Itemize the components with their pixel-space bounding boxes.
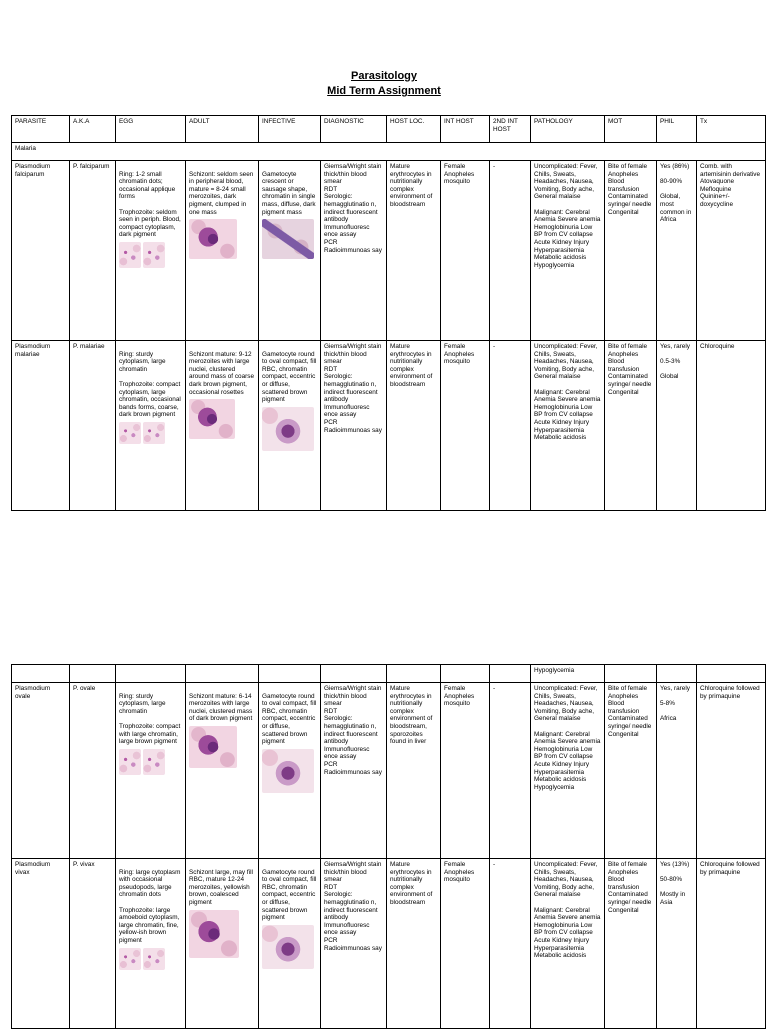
- ring-stage-image: [119, 422, 141, 444]
- ring-stage-image: [119, 948, 141, 970]
- cell-infective-text: Gametocyte round to oval compact, fill RBC, chromatin compact, eccentric or diffuse, scattered brown pigment: [262, 868, 317, 922]
- cell-infective: [259, 161, 321, 341]
- cell-phil: Yes, rarely 0.5-3% Global: [657, 341, 697, 511]
- header-phil: PHIL: [657, 116, 697, 143]
- table-header-row: [12, 116, 766, 143]
- cell-adult-text: Schizont large, may fill RBC, mature 12-24 merozoites, yellowish brown, coalesced pigment: [189, 868, 253, 906]
- cell-egg-text: Ring: 1-2 small chromatin dots; occasional applique forms Trophozoite: seldom seen in periph. Blood, compact cytoplasm, dark pigment: [119, 170, 181, 239]
- gametocyte-image: [262, 219, 314, 259]
- cell-host-loc: Mature erythrocytes in nutritionally complex environment of bloodstream: [387, 341, 441, 511]
- document-subtitle: Mid Term Assignment: [327, 85, 441, 97]
- trophozoite-image: [143, 749, 165, 775]
- cell-infective-text: Gametocyte crescent or sausage shape, chromatin in single mass, diffuse, dark pigment mass: [262, 170, 316, 216]
- cell-mot: Bite of female Anopheles Blood transfusion Contaminated syringe/ needle Congenital: [605, 341, 657, 511]
- cell-infective-text: Gametocyte round to oval compact, fill RBC, chromatin compact, eccentric or diffuse, scattered brown pigment: [262, 350, 317, 404]
- egg-images: [119, 749, 182, 775]
- cell-mot: Bite of female Anopheles Blood transfusion Contaminated syringe/ needle Congenital: [605, 161, 657, 341]
- cell-mot: Bite of female Anopheles Blood transfusion Contaminated syringe/ needle Congenital: [605, 859, 657, 1029]
- cell-phil: Yes, rarely 5-8% Africa: [657, 683, 697, 859]
- trophozoite-image: [143, 948, 165, 970]
- header-infective: INFECTIVE: [259, 116, 321, 143]
- cell-int-host: Female Anopheles mosquito: [441, 341, 490, 511]
- cell-mot: Bite of female Anopheles Blood transfusion Contaminated syringe/ needle Congenital: [605, 683, 657, 859]
- cell-2nd-int-host: -: [490, 161, 531, 341]
- cell-parasite: Plasmodium vivax: [12, 859, 70, 1029]
- header-mot: MOT: [605, 116, 657, 143]
- schizont-image: [189, 726, 237, 768]
- cell-diagnostic: Giemsa/Wright stain thick/thin blood smear RDT Serologic: hemagglutinatio n, indirect fluorescent antibody Immunofluoresc ence assay PCR Radioimmunoas say: [321, 161, 387, 341]
- cell-2nd-int-host: -: [490, 341, 531, 511]
- cell-pathology: Uncomplicated: Fever, Chills, Sweats, Headaches, Nausea, Vomiting, Body ache, General malaise Malignant: Cerebral Anemia Severe anemia Hemoglobinuria Low BP from CV collapse Acute Kidney Injury Hyperparasitemia Metabolic acidosis Hypoglycemia: [531, 161, 605, 341]
- cell-parasite: Plasmodium malariae: [12, 341, 70, 511]
- header-int-host: INT HOST: [441, 116, 490, 143]
- cell-int-host: Female Anopheles mosquito: [441, 859, 490, 1029]
- cell-tx: Chloroquine followed by primaquine: [697, 683, 766, 859]
- cell-host-loc: Mature erythrocytes in nutritionally complex environment of bloodstream: [387, 859, 441, 1029]
- trophozoite-image: [143, 422, 165, 444]
- gametocyte-image: [262, 407, 314, 451]
- cell-adult-text: Schizont mature: 9-12 merozoites with large nuclei, clustered around mass of coarse dark brown pigment, occasional rosettes: [189, 350, 255, 396]
- cell-parasite: Plasmodium falciparum: [12, 161, 70, 341]
- cell-aka: P. ovale: [70, 683, 116, 859]
- continuation-row: [12, 665, 766, 683]
- table-row: [12, 859, 766, 1029]
- cell-infective-text: Gametocyte round to oval compact, fill RBC, chromatin compact, eccentric or diffuse, scattered brown pigment: [262, 692, 317, 746]
- cell-pathology-continued: Hypoglycemia: [531, 665, 605, 683]
- cell-aka: P. malariae: [70, 341, 116, 511]
- header-diagnostic: DIAGNOSTIC: [321, 116, 387, 143]
- cell-int-host: Female Anopheles mosquito: [441, 683, 490, 859]
- cell-int-host: Female Anopheles mosquito: [441, 161, 490, 341]
- cell-pathology: Uncomplicated: Fever, Chills, Sweats, Headaches, Nausea, Vomiting, Body ache, General malaise Malignant: Cerebral Anemia Severe anemia Hemoglobinuria Low BP from CV collapse Acute Kidney Injury Hyperparasitemia Metabolic acidosis: [531, 859, 605, 1029]
- parasite-table-page-1: [11, 115, 766, 511]
- section-row-malaria: [12, 143, 766, 161]
- header-2nd-int-host: 2ND INT HOST: [490, 116, 531, 143]
- cell-adult-text: Schizont mature: 6-14 merozoites with large nuclei, clustered mass of dark brown pigment: [189, 692, 253, 723]
- gametocyte-image: [262, 749, 314, 793]
- cell-egg-text: Ring: large cytoplasm with occasional pseudopods, large chromatin dots Trophozoite: large amoeboid cytoplasm, large chromatin, fine, yellow-ish brown pigment: [119, 868, 181, 944]
- egg-images: [119, 242, 182, 268]
- ring-stage-image: [119, 242, 141, 268]
- cell-2nd-int-host: -: [490, 859, 531, 1029]
- cell-aka: P. falciparum: [70, 161, 116, 341]
- header-adult: ADULT: [186, 116, 259, 143]
- cell-adult-text: Schizont: seldom seen in peripheral blood, mature = 8-24 small merozoites, dark pigment, clumped in one mass: [189, 170, 254, 216]
- header-parasite: PARASITE: [12, 116, 70, 143]
- schizont-image: [189, 910, 239, 958]
- cell-egg: [116, 161, 186, 341]
- cell-egg: [116, 341, 186, 511]
- cell-adult: [186, 161, 259, 341]
- parasite-table-page-2: [11, 664, 766, 1029]
- egg-images: [119, 948, 182, 970]
- trophozoite-image: [143, 242, 165, 268]
- cell-infective: [259, 683, 321, 859]
- cell-adult: [186, 341, 259, 511]
- cell-diagnostic: Giemsa/Wright stain thick/thin blood smear RDT Serologic: hemagglutinatio n, indirect fluorescent antibody Immunofluoresc ence assay PCR Radioimmunoas say: [321, 683, 387, 859]
- cell-aka: P. vivax: [70, 859, 116, 1029]
- header-egg: EGG: [116, 116, 186, 143]
- cell-diagnostic: Giemsa/Wright stain thick/thin blood smear RDT Serologic: hemagglutinatio n, indirect fluorescent antibody Immunofluoresc ence assay PCR Radioimmunoas say: [321, 859, 387, 1029]
- table-row: [12, 341, 766, 511]
- section-label: Malaria: [12, 143, 766, 161]
- table-row: [12, 683, 766, 859]
- cell-parasite: Plasmodium ovale: [12, 683, 70, 859]
- schizont-image: [189, 399, 235, 439]
- cell-pathology: Uncomplicated: Fever, Chills, Sweats, Headaches, Nausea, Vomiting, Body ache, General malaise Malignant: Cerebral Anemia Severe anemia Hemoglobinuria Low BP from CV collapse Acute Kidney Injury Hyperparasitemia Metabolic acidosis: [531, 341, 605, 511]
- gametocyte-image: [262, 925, 314, 969]
- header-pathology: PATHOLOGY: [531, 116, 605, 143]
- header-tx: Tx: [697, 116, 766, 143]
- cell-tx: Chloroquine followed by primaquine: [697, 859, 766, 1029]
- header-aka: A.K.A: [70, 116, 116, 143]
- cell-infective: [259, 341, 321, 511]
- ring-stage-image: [119, 749, 141, 775]
- cell-pathology: Uncomplicated: Fever, Chills, Sweats, Headaches, Nausea, Vomiting, Body ache, General malaise Malignant: Cerebral Anemia Severe anemia Hemoglobinuria Low BP from CV collapse Acute Kidney Injury Hyperparasitemia Metabolic acidosis Hypoglycemia: [531, 683, 605, 859]
- schizont-image: [189, 219, 237, 259]
- cell-host-loc: Mature erythrocytes in nutritionally complex environment of bloodstream: [387, 161, 441, 341]
- egg-images: [119, 422, 182, 444]
- table-row: [12, 161, 766, 341]
- cell-adult: [186, 683, 259, 859]
- cell-host-loc: Mature erythrocytes in nutritionally complex environment of bloodstream, sporozoites found in liver: [387, 683, 441, 859]
- cell-adult: [186, 859, 259, 1029]
- cell-tx: Comb. with artemisinin derivative Atovaquone Mefloquine Quinine+/- doxycycline: [697, 161, 766, 341]
- cell-egg-text: Ring: sturdy cytoplasm, large chromatin Trophozoite: compact cytoplasm, large chromatin, occasional bands forms, coarse, dark brown pigment: [119, 350, 181, 419]
- cell-phil: Yes (86%) 80-90% Global, most common in Africa: [657, 161, 697, 341]
- header-host-loc: HOST LOC.: [387, 116, 441, 143]
- cell-egg-text: Ring: sturdy cytoplasm, large chromatin Trophozoite: compact with large chromatin, large brown pigment: [119, 692, 181, 746]
- cell-phil: Yes (13%) 50-80% Mostly in Asia: [657, 859, 697, 1029]
- cell-tx: Chloroquine: [697, 341, 766, 511]
- cell-diagnostic: Giemsa/Wright stain thick/thin blood smear RDT Serologic: hemagglutinatio n, indirect fluorescent antibody Immunofluoresc ence assay PCR Radioimmunoas say: [321, 341, 387, 511]
- cell-egg: [116, 683, 186, 859]
- cell-egg: [116, 859, 186, 1029]
- cell-infective: [259, 859, 321, 1029]
- document-title: Parasitology: [350, 70, 418, 82]
- cell-2nd-int-host: -: [490, 683, 531, 859]
